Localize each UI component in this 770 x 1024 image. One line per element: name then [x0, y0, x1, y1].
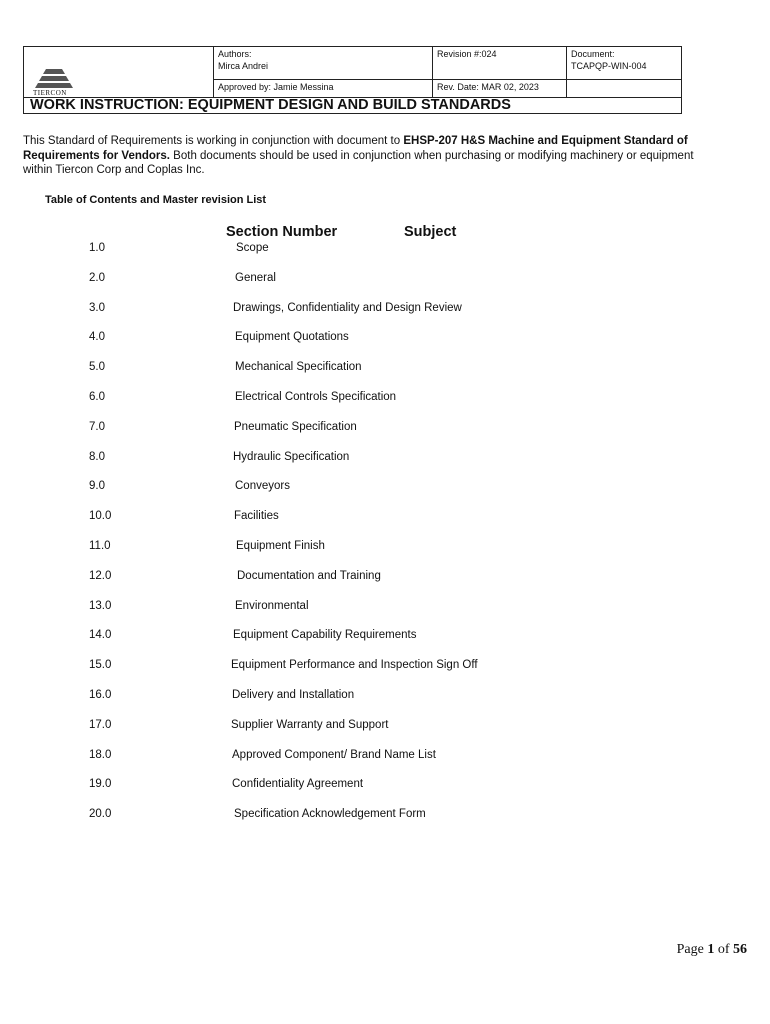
toc-section-number: 14.0 [89, 629, 112, 641]
toc-subject: Equipment Capability Requirements [233, 629, 417, 641]
page-of: of [714, 942, 733, 957]
toc-section-number: 1.0 [89, 242, 105, 254]
toc-subject: Scope [236, 242, 269, 254]
toc-subject: General [235, 272, 276, 284]
column-header-subject: Subject [404, 224, 457, 240]
toc-subject: Equipment Performance and Inspection Sign Off [231, 659, 478, 671]
revision-date: Rev. Date: MAR 02, 2023 [432, 79, 566, 97]
toc-section-number: 4.0 [89, 331, 105, 343]
toc-subject: Hydraulic Specification [233, 451, 350, 463]
toc-subject: Environmental [235, 600, 309, 612]
toc-section-number: 16.0 [89, 689, 112, 701]
toc-subject: Documentation and Training [237, 570, 381, 582]
toc-section-number: 13.0 [89, 600, 112, 612]
authors-value: Mirca Andrei [218, 61, 269, 71]
page-number [677, 942, 747, 958]
toc-subject: Pneumatic Specification [234, 421, 357, 433]
document-cell [566, 47, 681, 79]
toc-subject: Supplier Warranty and Support [231, 719, 389, 731]
authors-label: Authors: [218, 49, 252, 59]
empty-cell [566, 79, 681, 97]
revision-cell [432, 47, 566, 79]
document-number: TCAPQP-WIN-004 [571, 61, 647, 71]
toc-section-number: 18.0 [89, 749, 112, 761]
authors-cell [213, 47, 432, 79]
toc-section-number: 3.0 [89, 302, 105, 314]
toc-section-number: 6.0 [89, 391, 105, 403]
approved-by: Approved by: Jamie Messina [213, 79, 432, 97]
toc-section-number: 20.0 [89, 808, 112, 820]
toc-subject: Conveyors [235, 480, 290, 492]
toc-subject: Delivery and Installation [232, 689, 355, 701]
toc-subject: Confidentiality Agreement [232, 778, 364, 790]
toc-section-number: 10.0 [89, 510, 112, 522]
toc-section-number: 8.0 [89, 451, 105, 463]
toc-title: Table of Contents and Master revision List [45, 194, 267, 206]
toc-section-number: 7.0 [89, 421, 105, 433]
document-label: Document: [571, 49, 615, 59]
page-total: 56 [733, 942, 747, 957]
page-prefix: Page [676, 942, 708, 957]
toc-section-number: 5.0 [89, 361, 105, 373]
toc-subject: Approved Component/ Brand Name List [232, 749, 436, 761]
toc-subject: Equipment Finish [236, 540, 325, 552]
logo-cell [24, 47, 213, 97]
column-header-section-number: Section Number [226, 224, 338, 240]
toc-section-number: 2.0 [89, 272, 105, 284]
toc-subject: Drawings, Confidentiality and Design Review [233, 302, 462, 314]
toc-section-number: 11.0 [89, 540, 111, 552]
revision-number: Revision #:024 [437, 49, 497, 59]
toc-subject: Mechanical Specification [235, 361, 362, 373]
toc-subject: Specification Acknowledgement Form [234, 808, 426, 820]
document-title: WORK INSTRUCTION: EQUIPMENT DESIGN AND BUILD STANDARDS [24, 97, 681, 113]
toc-section-number: 15.0 [89, 659, 112, 671]
toc-section-number: 17.0 [89, 719, 112, 731]
toc-subject: Equipment Quotations [235, 331, 349, 343]
intro-bold-reference: EHSP-207 H&S Machine and Equipment Standard of Requirements for Vendors. [23, 135, 688, 162]
toc-section-number: 9.0 [89, 480, 105, 492]
toc-subject: Facilities [234, 510, 279, 522]
page-current: 1 [707, 942, 715, 957]
intro-text-2: Both documents should be used in conjunction when purchasing or modifying machinery or equipment within Tiercon Corp and Coplas Inc. [23, 149, 694, 176]
toc-subject: Electrical Controls Specification [235, 391, 397, 403]
document-header [23, 46, 682, 114]
toc-section-number: 19.0 [89, 778, 112, 790]
intro-paragraph [23, 134, 713, 178]
logo-text: TIERCON [33, 89, 67, 97]
intro-text-1: This Standard of Requirements is working in conjunction with document to [23, 135, 404, 147]
toc-section-number: 12.0 [89, 570, 112, 582]
